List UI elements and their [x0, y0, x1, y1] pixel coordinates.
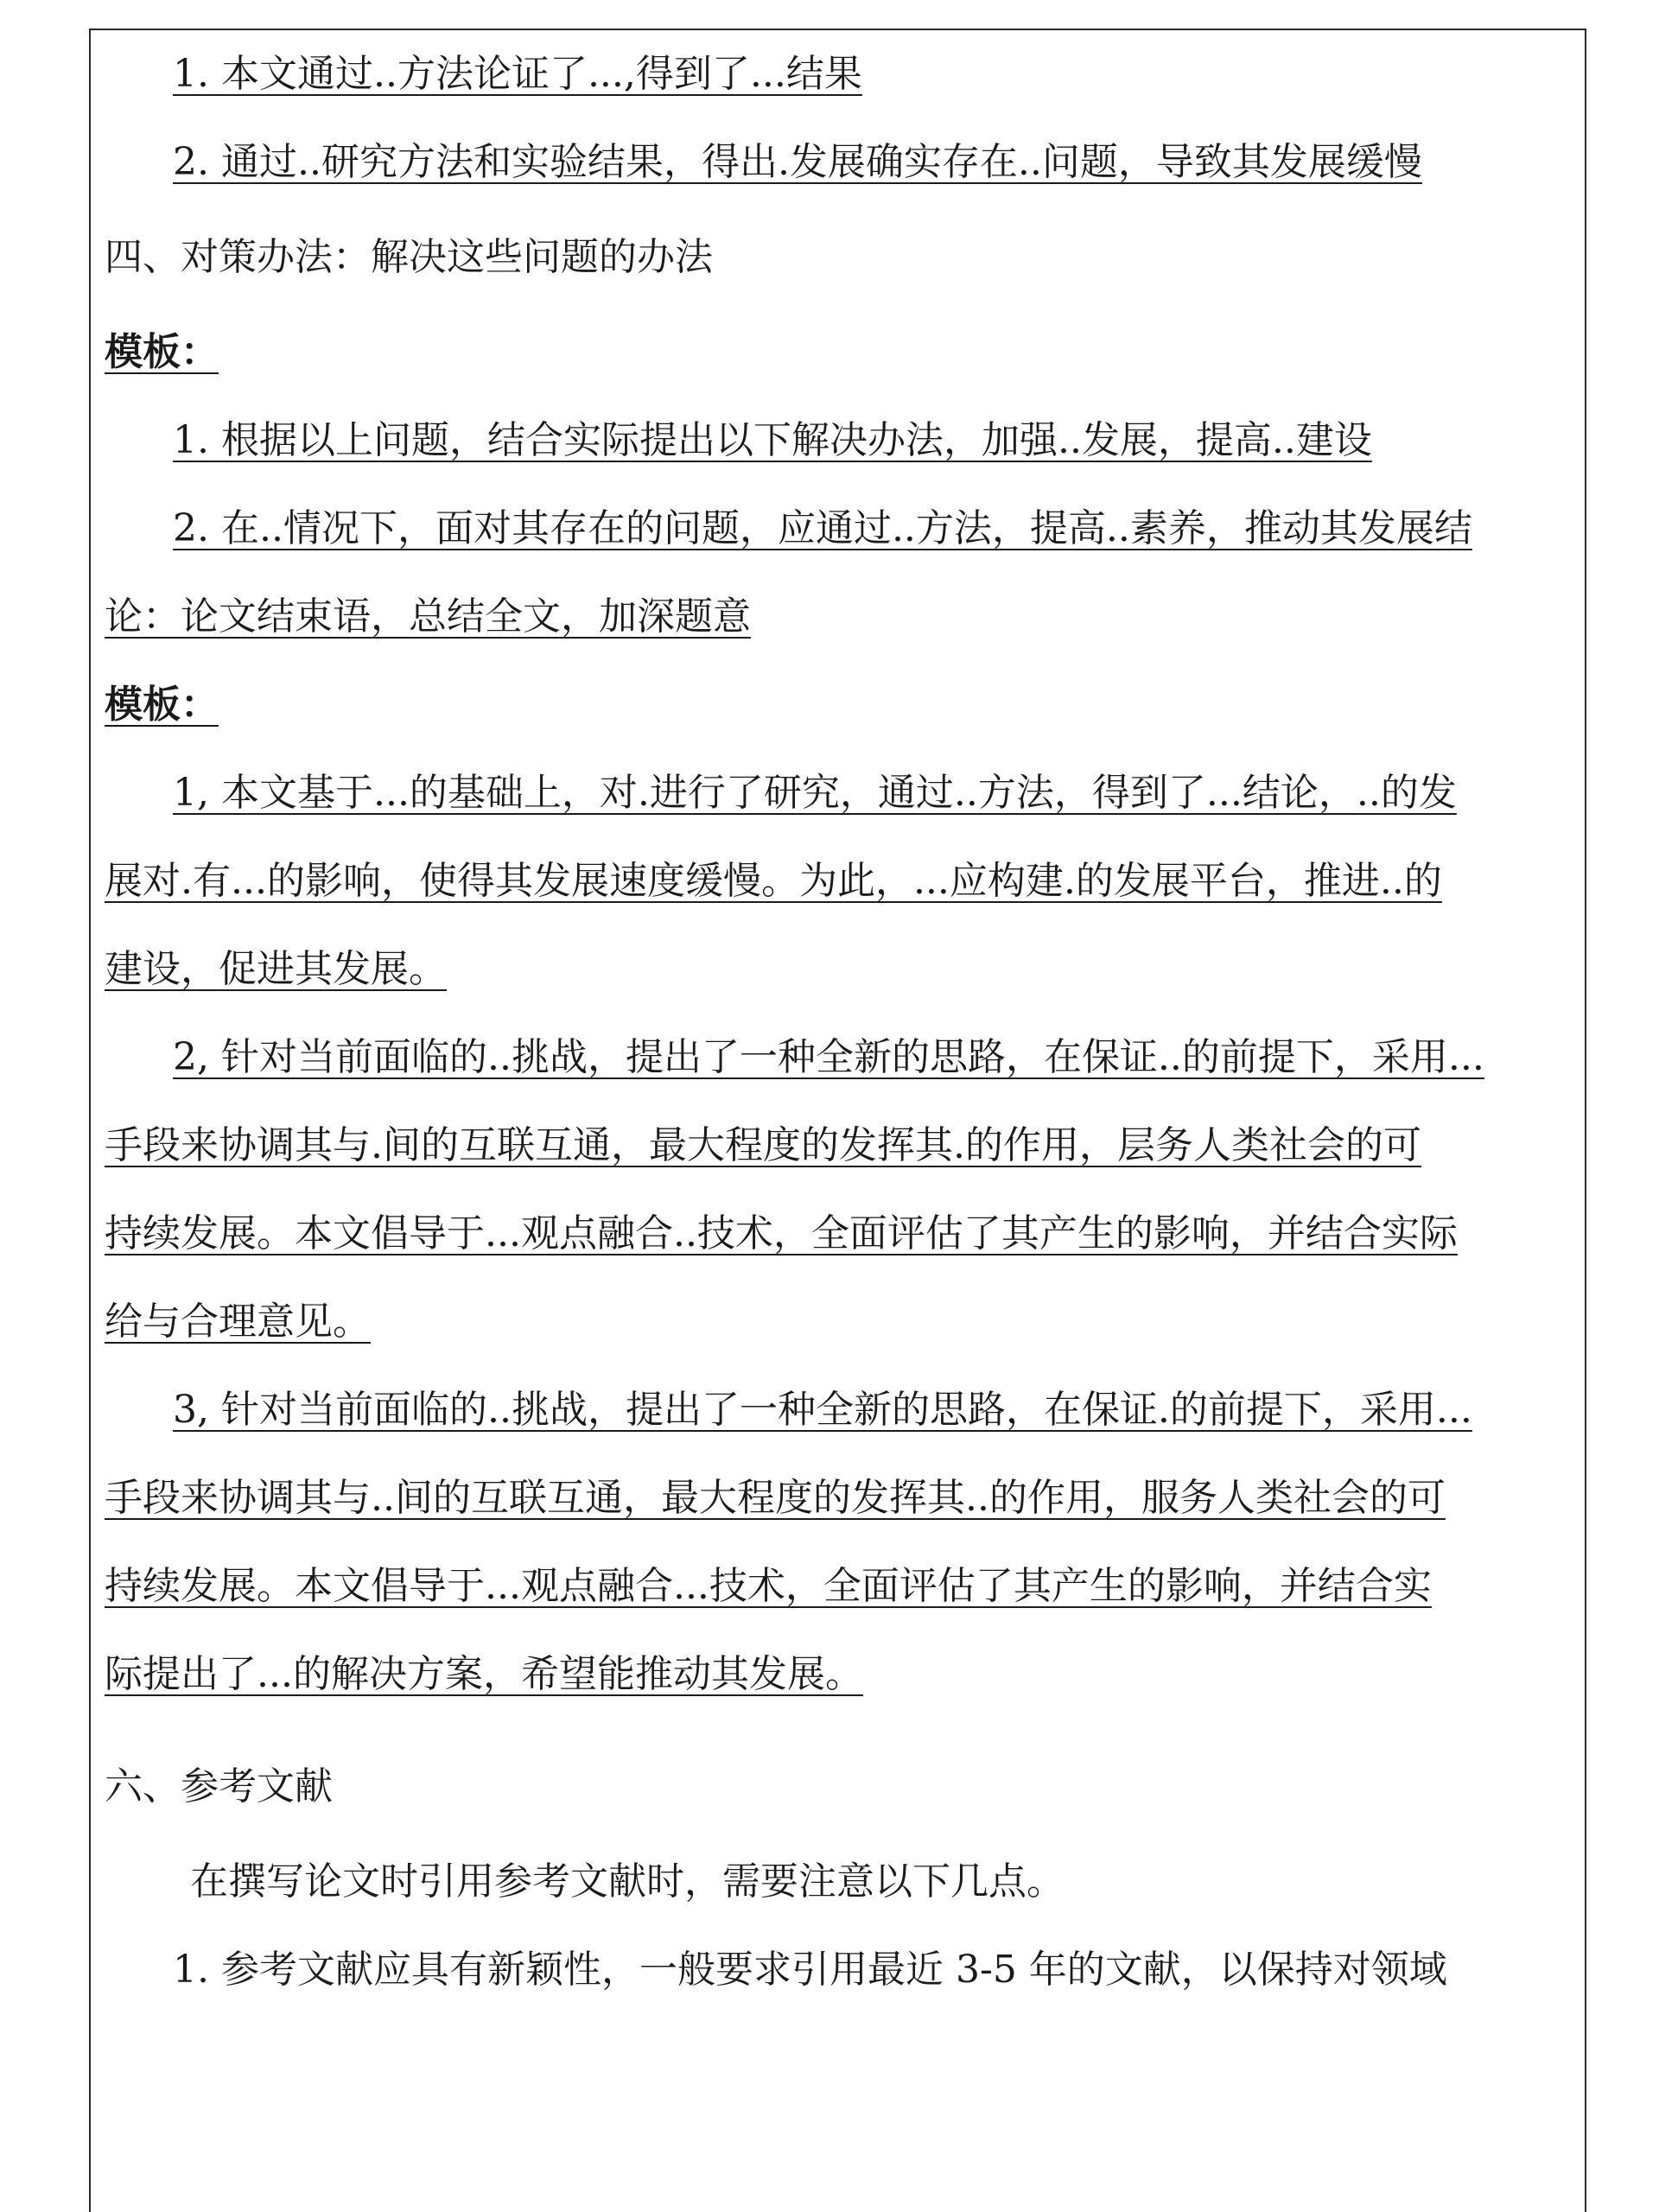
template-label-2: 模板： [105, 683, 219, 727]
para3-line-2: 手段来协调其与..间的互联互通，最大程度的发挥其..的作用，服务人类社会的可 [105, 1476, 1446, 1520]
para2-line-1: 2, 针对当前面临的..挑战，提出了一种全新的思路，在保证..的前提下，采用... [173, 1035, 1484, 1079]
sec6-heading: 六、参考文献 [105, 1764, 333, 1808]
document-frame [89, 29, 1586, 2212]
para3-line-1: 3, 针对当前面临的..挑战，提出了一种全新的思路，在保证.的前提下，采用... [173, 1388, 1472, 1432]
para3-line-4: 际提出了...的解决方案，希望能推动其发展。 [105, 1652, 863, 1696]
sec4-item-2: 2. 在..情况下，面对其存在的问题，应通过..方法，提高..素养，推动其发展结 [173, 506, 1472, 550]
para2-line-3: 持续发展。本文倡导于...观点融合..技术，全面评估了其产生的影响，并结合实际 [105, 1211, 1458, 1255]
para1-line-1: 1, 本文基于...的基础上，对.进行了研究，通过..方法，得到了...结论，..的发 [173, 771, 1457, 815]
para1-line-3: 建设，促进其发展。 [105, 947, 447, 991]
para2-line-4: 给与合理意见。 [105, 1300, 371, 1344]
para1-line-2: 展对.有...的影响，使得其发展速度缓慢。为此，...应构建.的发展平台，推进..的 [105, 859, 1442, 903]
sec3-item-2: 2. 通过..研究方法和实验结果，得出.发展确实存在..问题，导致其发展缓慢 [173, 140, 1422, 184]
sec4-item-1: 1. 根据以上问题，结合实际提出以下解决办法，加强..发展，提高..建设 [173, 418, 1372, 462]
sec4-heading: 四、对策办法：解决这些问题的办法 [105, 235, 713, 279]
sec6-item-1: 1. 参考文献应具有新颖性，一般要求引用最近 3-5 年的文献，以保持对领域 [173, 1948, 1447, 1992]
document-content [105, 30, 1571, 2014]
conclusion-line: 论：论文结束语，总结全文，加深题意 [105, 594, 751, 639]
sec6-intro: 在撰写论文时引用参考文献时，需要注意以下几点。 [190, 1859, 1065, 1904]
sec3-item-1: 1. 本文通过..方法论证了...,得到了...结果 [173, 52, 862, 96]
template-label: 模板： [105, 330, 219, 374]
spacer [105, 1719, 1571, 1736]
para3-line-3: 持续发展。本文倡导于...观点融合...技术，全面评估了其产生的影响，并结合实 [105, 1564, 1432, 1608]
para2-line-2: 手段来协调其与.间的互联互通，最大程度的发挥其.的作用，层务人类社会的可 [105, 1123, 1421, 1167]
